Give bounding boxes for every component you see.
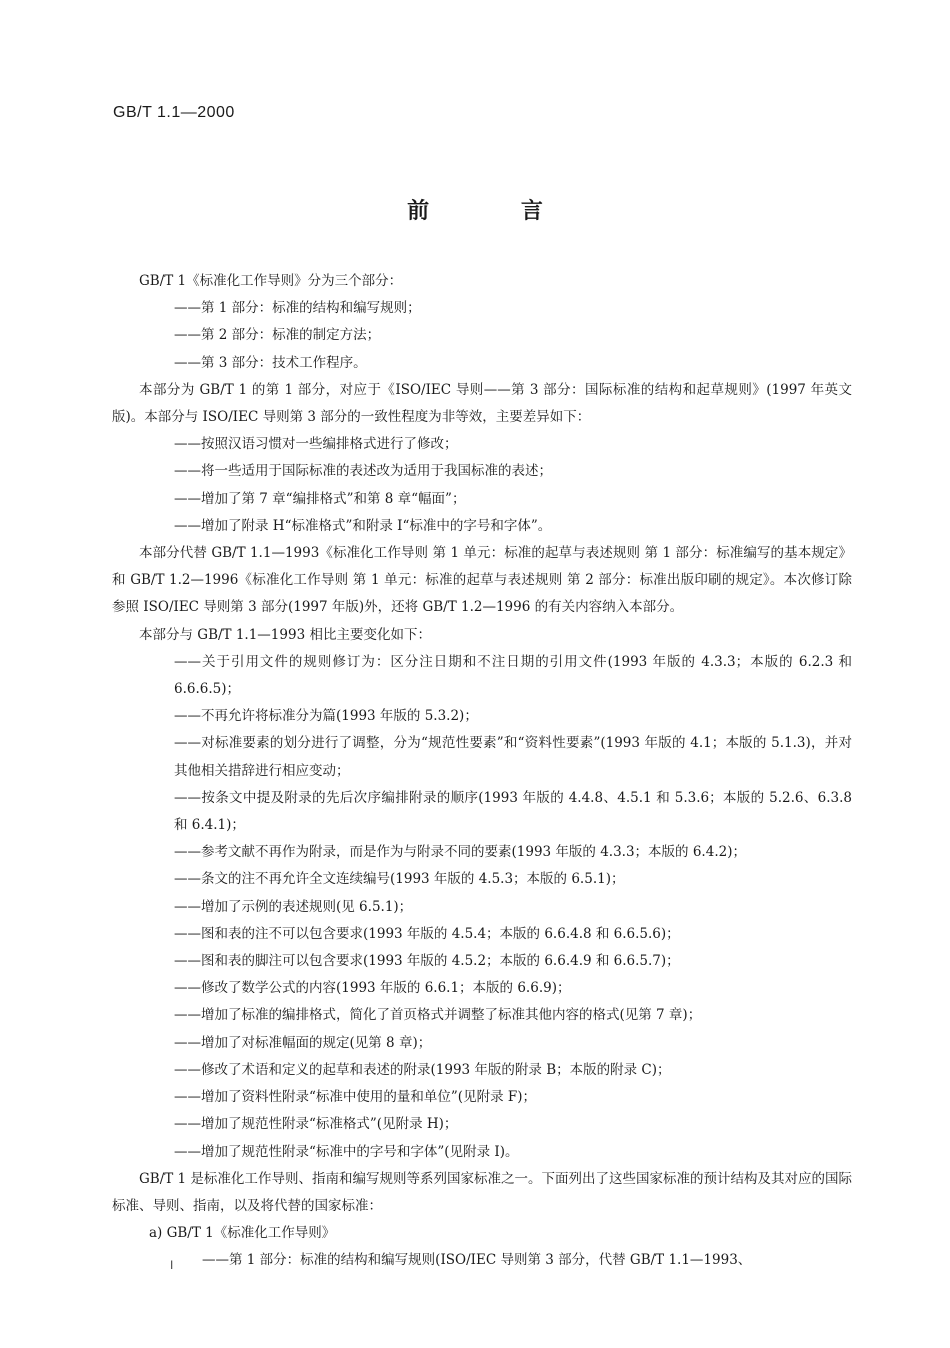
standard-code: GB/T 1.1—2000 [113, 104, 235, 121]
list-item: ——将一些适用于国际标准的表述改为适用于我国标准的表述； [174, 463, 552, 480]
paragraph: 本部分与 GB/T 1.1—1993 相比主要变化如下： [139, 626, 431, 643]
list-item: ——参考文献不再作为附录，而是作为与附录不同的要素(1993 年版的 4.3.3；本版的 6.4.2)； [174, 844, 746, 861]
list-item: ——按条文中提及附录的先后次序编排附录的顺序(1993 年版的 4.4.8、4.5.1 和 5.3.6；本版的 5.2.6、6.3.8 和 6.4.1)； [174, 789, 852, 834]
list-item: ——增加了示例的表述规则(见 6.5.1)； [174, 898, 413, 915]
list-item: ——按照汉语习惯对一些编排格式进行了修改； [174, 436, 458, 453]
paragraph: GB/T 1《标准化工作导则》分为三个部分： [139, 273, 403, 289]
list-item: ——增加了第 7 章“编排格式”和第 8 章“幅面”； [174, 490, 466, 507]
list-item: ——增加了规范性附录“标准中的字号和字体”(见附录 I)。 [174, 1143, 519, 1160]
list-item: ——条文的注不再允许全文连续编号(1993 年版的 4.5.3；本版的 6.5.1)； [174, 871, 625, 888]
list-item: ——对标准要素的划分进行了调整，分为“规范性要素”和“资料性要素”(1993 年版的 4.1；本版的 5.1.3)，并对其他相关措辞进行相应变动； [174, 735, 852, 779]
list-item: ——增加了对标准幅面的规定(见第 8 章)； [174, 1034, 432, 1051]
list-item: ——第 2 部分：标准的制定方法； [174, 327, 381, 344]
list-item: ——图和表的注不可以包含要求(1993 年版的 4.5.4；本版的 6.6.4.8 和 6.6.5.6)； [174, 925, 680, 942]
list-item: ——图和表的脚注可以包含要求(1993 年版的 4.5.2；本版的 6.6.4.9 和 6.6.5.7)； [174, 953, 680, 970]
page-number: I [170, 1258, 174, 1272]
paragraph: a) GB/T 1《标准化工作导则》 [149, 1225, 336, 1242]
list-item: ——关于引用文件的规则修订为：区分注日期和不注日期的引用文件(1993 年版的 4.3.3；本版的 6.2.3 和 6.6.6.5)； [174, 653, 852, 698]
list-item: ——第 3 部分：技术工作程序。 [174, 354, 367, 371]
list-item: ——增加了资料性附录“标准中使用的量和单位”(见附录 F)； [174, 1089, 536, 1106]
list-item: ——不再允许将标准分为篇(1993 年版的 5.3.2)； [174, 708, 478, 725]
list-item: ——增加了附录 H“标准格式”和附录 I“标准中的字号和字体”。 [174, 517, 552, 534]
list-item: ——第 1 部分：标准的结构和编写规则； [174, 300, 421, 317]
list-item: ——修改了数学公式的内容(1993 年版的 6.6.1；本版的 6.6.9)； [174, 980, 571, 997]
page-title: 前 言 [407, 199, 585, 224]
paragraph: 本部分为 GB/T 1 的第 1 部分，对应于《ISO/IEC 导则——第 3 部分：国际标准的结构和起草规则》(1997 年英文版)。本部分与 ISO/IEC 导则第 3 部分的一致性程度为非等效，主要差异如下： [112, 381, 852, 426]
paragraph: 本部分代替 GB/T 1.1—1993《标准化工作导则 第 1 单元：标准的起草与表述规则 第 1 部分：标准编写的基本规定》和 GB/T 1.2—1996《标准化工作导则 第 1 单元：标准的起草与表述规则 第 2 部分：标准出版印刷的规定》。本次修订除参照 ISO/IEC 导则第 3 部分(1997 年版)外，还将 GB/T 1.2—1996 的有关内容纳入本部分。 [112, 545, 852, 616]
list-item: ——修改了术语和定义的起草和表述的附录(1993 年版的附录 B；本版的附录 C)； [174, 1061, 671, 1078]
list-item: ——增加了规范性附录“标准格式”(见附录 H)； [174, 1116, 458, 1133]
list-item: ——增加了标准的编排格式，简化了首页格式并调整了标准其他内容的格式(见第 7 章)； [174, 1007, 702, 1024]
paragraph: ——第 1 部分：标准的结构和编写规则(ISO/IEC 导则第 3 部分，代替 GB/T 1.1—1993、 [202, 1252, 752, 1269]
document-body [112, 268, 852, 1275]
paragraph: GB/T 1 是标准化工作导则、指南和编写规则等系列国家标准之一。下面列出了这些国家标准的预计结构及其对应的国际标准、导则、指南，以及将代替的国家标准： [112, 1170, 852, 1214]
